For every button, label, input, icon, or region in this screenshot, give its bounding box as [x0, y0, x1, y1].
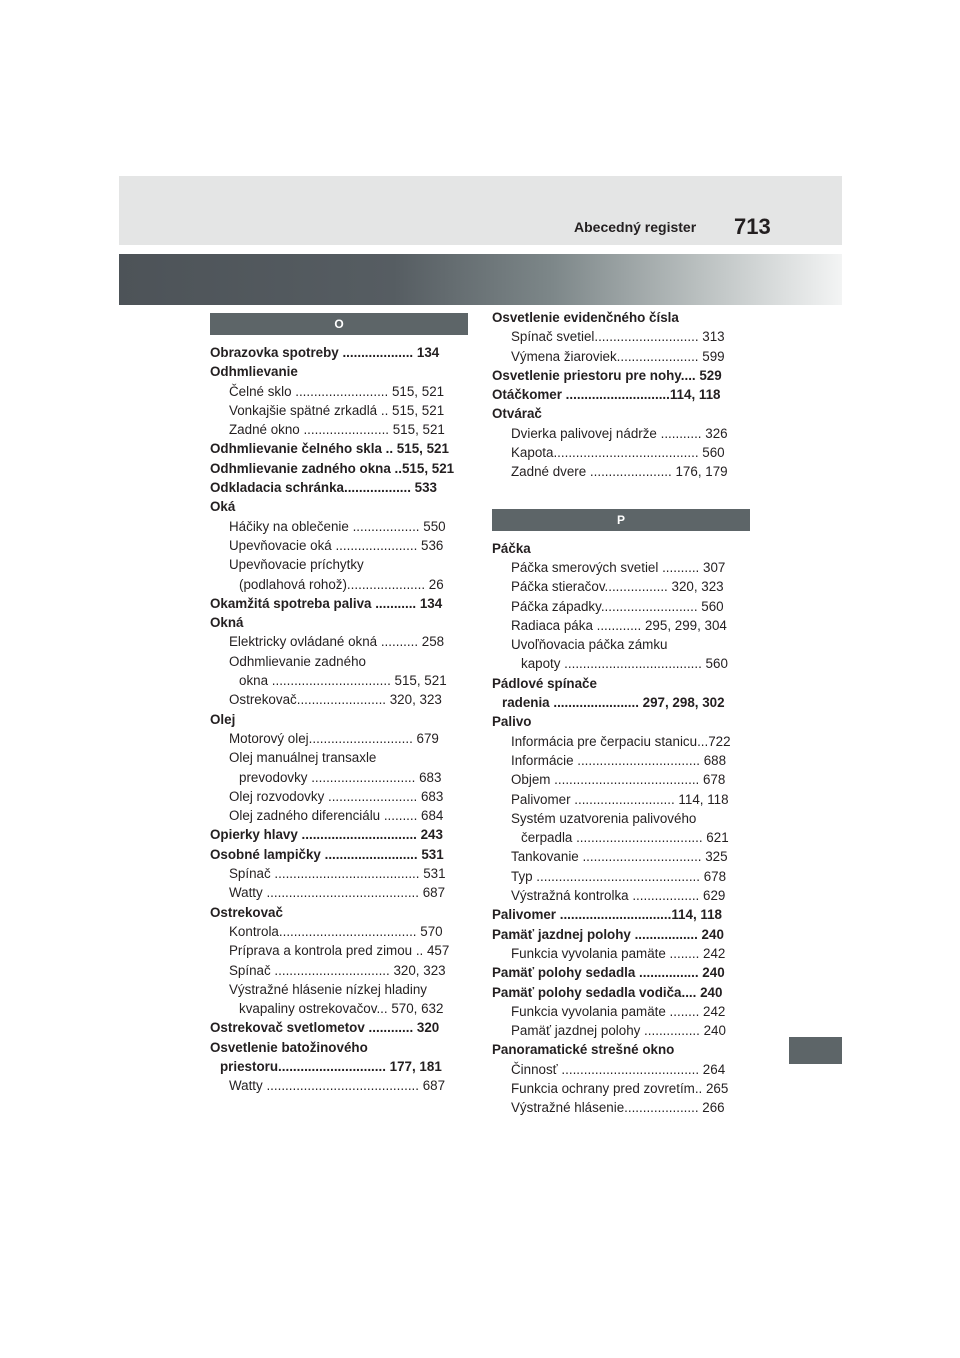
index-entry: Osvetlenie evidenčného čísla [492, 310, 679, 325]
index-subentry: kvapaliny ostrekovačov... 570, 632 [239, 1001, 444, 1017]
index-entry: Palivomer ..............................114, 118 [492, 907, 722, 923]
index-entry-list-o [210, 343, 468, 1096]
index-entry: Odhmlievanie [210, 364, 298, 380]
index-subentry: Spínač ............................... 320, 323 [229, 962, 446, 978]
index-entry: Pamäť polohy sedadla ................ 240 [492, 965, 725, 981]
index-subentry: Čelné sklo ......................... 515, 521 [229, 383, 445, 399]
index-entry: Odhmlievanie čelného skla .. 515, 521 [210, 441, 449, 457]
index-subentry: (podlahová rohož)..................... 26 [239, 576, 444, 592]
index-subentry: Vonkajšie spätné zrkadlá .. 515, 521 [229, 402, 445, 418]
section-title: Abecedný register [574, 219, 697, 235]
index-subentry: Odhmlievanie zadného [229, 653, 366, 669]
index-entry: Okamžitá spotreba paliva ........... 134 [210, 595, 443, 611]
index-entry: Ostrekovač svetlometov ............ 320 [210, 1020, 440, 1036]
index-entry: priestoru............................. 177, 181 [220, 1058, 442, 1074]
letter-heading-o: O [210, 313, 468, 335]
index-subentry: Typ ............................................ 678 [511, 868, 727, 884]
index-entry: Opierky hlavy ............................... 243 [210, 827, 443, 843]
index-subentry: Príprava a kontrola pred zimou .. 457 [229, 943, 450, 959]
index-entry-list-o-continued [492, 308, 750, 482]
index-subentry: Informácia pre čerpaciu stanicu...722 [511, 733, 731, 749]
letter-heading-p: P [492, 509, 750, 531]
index-entry: Palivo [492, 714, 532, 730]
index-subentry: Olej zadného diferenciálu ......... 684 [229, 808, 444, 824]
index-subentry: Páčka smerových svetiel .......... 307 [511, 559, 726, 575]
index-entry: Ostrekovač [210, 904, 283, 920]
index-entry: Odhmlievanie zadného okna ..515, 521 [210, 460, 455, 476]
index-entry: Páčka [492, 540, 531, 556]
index-subentry: Výstražná kontrolka .................. 629 [511, 888, 726, 904]
index-entry: Olej [210, 711, 236, 727]
index-subentry: Upevňovacie oká ...................... 536 [229, 537, 444, 553]
index-entry: Otáčkomer ............................114, 118 [492, 387, 721, 403]
index-subentry: Činnosť ..................................... 264 [511, 1061, 726, 1077]
index-subentry: Objem ....................................... 678 [511, 772, 726, 788]
index-subentry: Výmena žiaroviek...................... 599 [511, 348, 725, 364]
index-entry: Obrazovka spotreby ................... 134 [210, 345, 440, 360]
index-subentry: Dvierka palivovej nádrže ........... 326 [511, 425, 728, 441]
index-subentry: okna ................................ 515, 521 [239, 673, 447, 689]
index-subentry: Olej rozvodovky ........................ 683 [229, 788, 444, 804]
index-entry-list-p [492, 539, 750, 1118]
index-column-left [210, 313, 468, 1096]
index-subentry: Ostrekovač........................ 320, 323 [229, 692, 442, 708]
index-entry: Panoramatické strešné okno [492, 1042, 675, 1058]
index-subentry: Uvoľňovacia páčka zámku [511, 637, 668, 653]
index-subentry: Kontrola..................................... 570 [229, 923, 443, 939]
index-subentry: Háčiky na oblečenie .................. 550 [229, 518, 446, 534]
index-entry: Osobné lampičky ......................... 531 [210, 846, 444, 862]
index-subentry: Funkcia ochrany pred zovretím.. 265 [511, 1080, 729, 1096]
page-number: 713 [734, 214, 771, 239]
index-subentry: Informácie ................................. 688 [511, 752, 727, 768]
index-subentry: Spínač ....................................... 531 [229, 866, 446, 882]
index-subentry: Watty ......................................... 687 [229, 1078, 446, 1094]
index-subentry: Palivomer ........................... 114, 118 [511, 791, 729, 807]
index-subentry: Zadné okno ....................... 515, 521 [229, 422, 445, 438]
index-subentry: Radiaca páka ............ 295, 299, 304 [511, 617, 727, 633]
index-subentry: prevodovky ............................ 683 [239, 769, 442, 785]
index-subentry: Výstražné hlásenie nízkej hladiny [229, 981, 427, 997]
index-subentry: Spínač svetiel............................ 313 [511, 329, 725, 345]
index-subentry: Zadné dvere ...................... 176, 179 [511, 464, 728, 480]
index-entry: Osvetlenie priestoru pre nohy.... 529 [492, 367, 722, 383]
index-subentry: Páčka západky.......................... 560 [511, 598, 724, 614]
index-entry: Oká [210, 499, 236, 515]
index-entry: Osvetlenie batožinového [210, 1039, 368, 1055]
header-gradient-bar [119, 254, 842, 305]
index-subentry: Páčka stieračov................. 320, 323 [511, 579, 724, 595]
index-subentry: Výstražné hlásenie.................... 266 [511, 1100, 725, 1116]
index-subentry: Olej manuálnej transaxle [229, 750, 377, 766]
index-entry: Odkladacia schránka.................. 533 [210, 480, 438, 496]
index-subentry: Funkcia vyvolania pamäte ........ 242 [511, 1003, 726, 1019]
index-entry: Okná [210, 615, 244, 631]
index-subentry: čerpadla .................................. 621 [521, 830, 729, 846]
index-subentry: Elektricky ovládané okná .......... 258 [229, 634, 445, 650]
index-column-right [492, 308, 750, 1118]
index-subentry: Kapota....................................... 560 [511, 445, 725, 461]
index-entry: Pádlové spínače [492, 675, 597, 691]
index-subentry: kapoty ..................................... 560 [521, 656, 728, 672]
index-subentry: Pamäť jazdnej polohy ............... 240 [511, 1023, 726, 1039]
index-entry: Pamäť polohy sedadla vodiča.... 240 [492, 984, 723, 1000]
index-subentry: Funkcia vyvolania pamäte ........ 242 [511, 945, 726, 961]
index-entry: Pamäť jazdnej polohy ................. 240 [492, 926, 724, 942]
index-subentry: Systém uzatvorenia palivového [511, 810, 697, 826]
index-entry: Otvárač [492, 406, 542, 422]
index-subentry: Motorový olej............................ 679 [229, 730, 439, 746]
index-subentry: Tankovanie ................................ 325 [511, 849, 728, 865]
index-subentry: Upevňovacie príchytky [229, 557, 364, 573]
chapter-thumb-tab [789, 1037, 842, 1064]
index-entry: radenia ....................... 297, 298, 302 [502, 695, 725, 711]
index-subentry: Watty ......................................... 687 [229, 885, 446, 901]
